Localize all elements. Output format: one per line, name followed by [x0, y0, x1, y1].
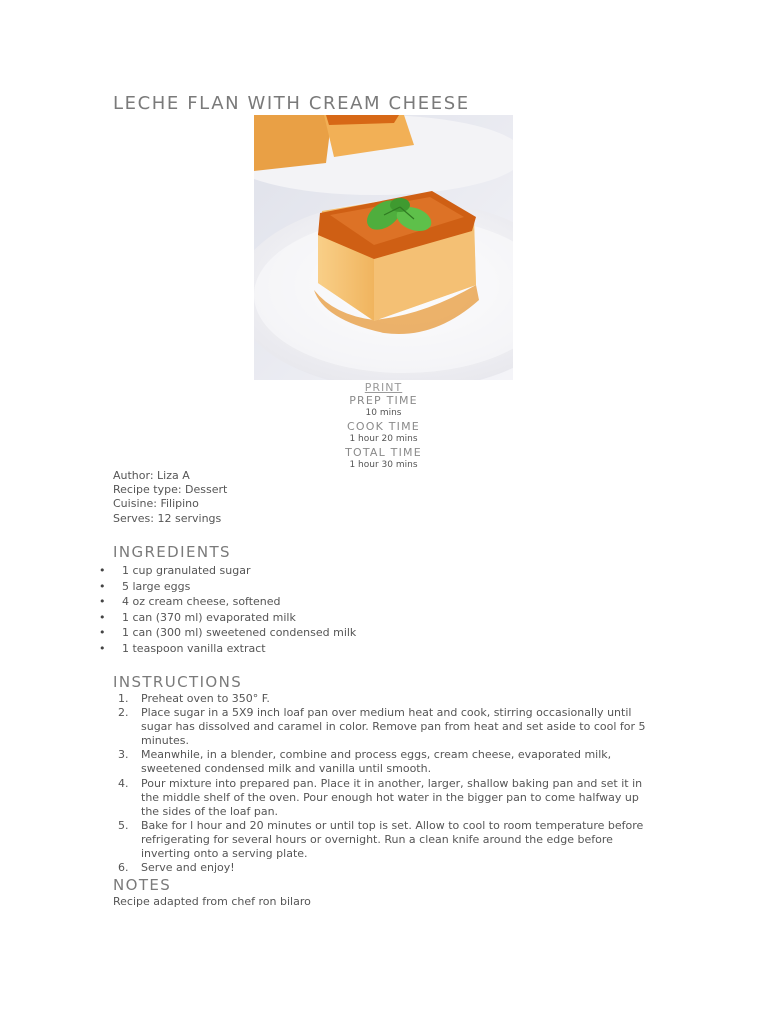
ingredient-item: • 4 oz cream cheese, softened: [95, 594, 356, 610]
ingredient-item: • 1 can (370 ml) evaporated milk: [95, 610, 356, 626]
ingredient-item: • 1 cup granulated sugar: [95, 563, 356, 579]
author: Author: Liza A: [113, 469, 190, 482]
instruction-step: Bake for l hour and 20 minutes or until top is set. Allow to cool to room temperature before refrigerating for several hours or overnight. Run a clean knife around the edge before inverting onto a serving plate.: [141, 818, 644, 861]
ingredients-heading: INGREDIENTS: [113, 543, 231, 561]
instructions-list: [113, 692, 658, 875]
instruction-step: Place sugar in a 5X9 inch loaf pan over medium heat and cook, stirring occasionally until sugar has dissolved and caramel in color. Remove pan from heat and set aside to cool for 5 minutes.: [141, 706, 646, 748]
total-time-label: TOTAL TIME: [345, 446, 422, 459]
notes-heading: NOTES: [113, 876, 172, 894]
instruction-step: Pour mixture into prepared pan. Place it in another, larger, shallow baking pan and set it in the middle shelf of the oven. Pour enough hot water in the bigger pan to come halfway up the sides of the loaf pan.: [141, 776, 643, 818]
recipe-times: [254, 381, 513, 472]
ingredient-item: • 5 large eggs: [95, 579, 356, 595]
recipe-title: LECHE FLAN WITH CREAM CHEESE: [113, 93, 470, 114]
leche-flan-photo: [254, 115, 513, 380]
recipe-meta: [113, 469, 227, 526]
total-time-value: 1 hour 30 mins: [349, 460, 418, 470]
instruction-step: Preheat oven to 350° F.: [141, 692, 270, 705]
ingredient-item: • 1 can (300 ml) sweetened condensed milk: [95, 625, 356, 641]
prep-time-value: 10 mins: [365, 408, 402, 418]
instruction-step: Meanwhile, in a blender, combine and process eggs, cream cheese, evaporated milk, sweetened condensed milk and vanilla until smooth.: [141, 748, 612, 776]
instructions-heading: INSTRUCTIONS: [113, 673, 243, 691]
cook-time-label: COOK TIME: [347, 420, 420, 433]
serves: Serves: 12 servings: [113, 511, 222, 525]
notes-text: Recipe adapted from chef ron bilaro: [113, 895, 311, 908]
print-link[interactable]: PRINT: [364, 381, 403, 394]
ingredient-item: • 1 teaspoon vanilla extract: [95, 641, 356, 657]
instruction-step: Serve and enjoy!: [141, 861, 235, 875]
prep-time-label: PREP TIME: [349, 394, 418, 407]
cuisine: Cuisine: Filipino: [113, 497, 199, 511]
recipe-type: Recipe type: Dessert: [113, 483, 228, 497]
cook-time-value: 1 hour 20 mins: [349, 434, 418, 444]
ingredients-list: [95, 563, 356, 656]
